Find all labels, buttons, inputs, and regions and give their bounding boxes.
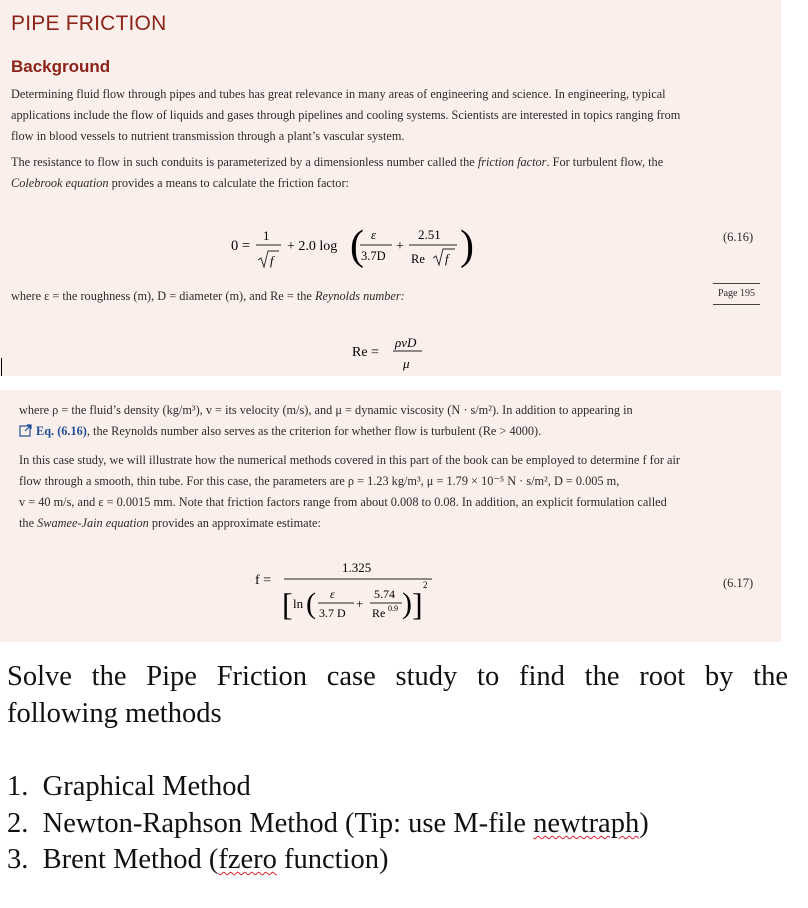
external-link-icon	[19, 423, 33, 444]
eq-num: ρvD	[395, 335, 417, 350]
emphasis: friction factor	[477, 155, 547, 169]
eq-num2: 2.51	[418, 227, 441, 242]
eq-den1: 3.7D	[361, 249, 386, 263]
method-list-item	[7, 806, 649, 842]
eq-num2: 5.74	[374, 587, 395, 601]
text-span: , the Reynolds number also serves as the criterion for whether flow is turbulent (Re > 4000).	[86, 424, 542, 438]
eq-re: Re	[372, 606, 386, 620]
right-paren: )	[460, 223, 474, 269]
paragraph-line: flow through a smooth, thin tube. For this case, the parameters are ρ = 1.23 kg/m³, μ = 1.79 × 10⁻⁵ N · s/m², D = 0.005 m,	[19, 474, 620, 488]
eq-re: Re	[411, 252, 425, 266]
eq-re-exponent: 0.9	[388, 604, 398, 613]
text-span: the	[19, 516, 38, 530]
where-density-paragraph	[19, 400, 633, 444]
text-span: where ε = the roughness (m), D = diameter (m), and Re = the	[11, 289, 315, 303]
list-text: function)	[276, 844, 389, 875]
swamee-jain-equation	[252, 556, 442, 628]
equation-number: (6.17)	[723, 576, 754, 590]
where-definitions	[11, 286, 405, 307]
case-study-paragraph	[19, 450, 680, 534]
colebrook-equation	[225, 218, 485, 274]
section-heading: Background	[11, 57, 111, 76]
right-paren: )	[402, 587, 412, 620]
text-span: provides an approximate estimate:	[148, 516, 321, 530]
emphasis: Reynolds number:	[314, 289, 405, 303]
eq-numerator-one: 1	[263, 228, 270, 243]
eq-den1: 3.7 D	[319, 606, 346, 620]
paragraph-line: flow in blood vessels to nutrient transmission through a plant’s vascular system.	[11, 129, 405, 143]
paragraph-2	[11, 152, 663, 194]
sqrt-sign	[433, 249, 455, 265]
eq-plus: +	[356, 596, 364, 611]
method-list-item	[7, 769, 251, 805]
page-title: PIPE FRICTION	[11, 12, 167, 35]
emphasis: Swamee-Jain equation	[37, 516, 149, 530]
list-text: Graphical Method	[42, 771, 251, 802]
left-paren: (	[306, 587, 316, 620]
list-text: )	[639, 808, 649, 839]
eq-ln: ln	[293, 596, 304, 611]
eq-plus: +	[396, 239, 404, 254]
eq-lhs: f =	[255, 573, 272, 588]
page-number-badge: Page 195	[713, 283, 760, 305]
eq-f: f	[270, 254, 274, 268]
list-text: Brent Method (	[42, 844, 219, 875]
text-span: The resistance to flow in such conduits is parameterized by a dimensionless number called the	[11, 155, 478, 169]
eq-epsilon: ε	[371, 227, 377, 242]
task-line-1: Solve the Pipe Friction case study to find the root by the	[7, 661, 788, 692]
eq-log-term: + 2.0 log	[287, 239, 338, 254]
paragraph-line: Determining fluid flow through pipes and tubes has great relevance in many areas of engineering and science. In engineering, typical	[11, 87, 666, 101]
eq-den: μ	[403, 356, 410, 371]
eq-lhs: Re =	[352, 345, 379, 360]
spellcheck-word: fzero	[218, 844, 277, 875]
list-number: 2.	[7, 808, 29, 839]
left-paren: (	[350, 223, 364, 269]
right-bracket: ]	[412, 586, 423, 622]
emphasis: Colebrook equation	[11, 176, 109, 190]
eq-lhs: 0 =	[231, 238, 251, 254]
text-span: . For turbulent flow, the	[546, 155, 664, 169]
method-list-item	[7, 842, 388, 878]
list-number: 3.	[7, 844, 29, 875]
equation-number: (6.16)	[723, 230, 754, 244]
paragraph-line: where ρ = the fluid’s density (kg/m³), v = its velocity (m/s), and μ = dynamic viscosity (N · s/m²). In addition to appearing in	[19, 403, 633, 417]
sqrt-sign	[258, 251, 279, 267]
eq-epsilon: ε	[330, 587, 335, 601]
equation-link[interactable]: Eq. (6.16)	[36, 424, 87, 438]
text-span: provides a means to calculate the friction factor:	[108, 176, 349, 190]
reynolds-equation	[350, 330, 440, 374]
paragraph-line: applications include the flow of liquids and gases through pipelines and cooling systems. Scientists are interested in topics ranging from	[11, 108, 681, 122]
eq-power: 2	[423, 580, 428, 590]
paragraph-1	[11, 84, 680, 147]
text-cursor	[1, 358, 2, 376]
left-bracket: [	[282, 586, 293, 622]
spellcheck-word: newtraph	[533, 808, 640, 839]
task-line-2: following methods	[7, 698, 222, 729]
eq-f: f	[445, 252, 449, 266]
list-text: Newton-Raphson Method (Tip: use M-file	[42, 808, 534, 839]
list-number: 1.	[7, 771, 29, 802]
eq-num: 1.325	[342, 560, 372, 575]
paragraph-line: v = 40 m/s, and ε = 0.0015 mm. Note that friction factors range from about 0.008 to 0.08. In addition, an explicit formulation called	[19, 495, 667, 509]
paragraph-line: In this case study, we will illustrate how the numerical methods covered in this part of the book can be employed to determine f for air	[19, 453, 680, 467]
